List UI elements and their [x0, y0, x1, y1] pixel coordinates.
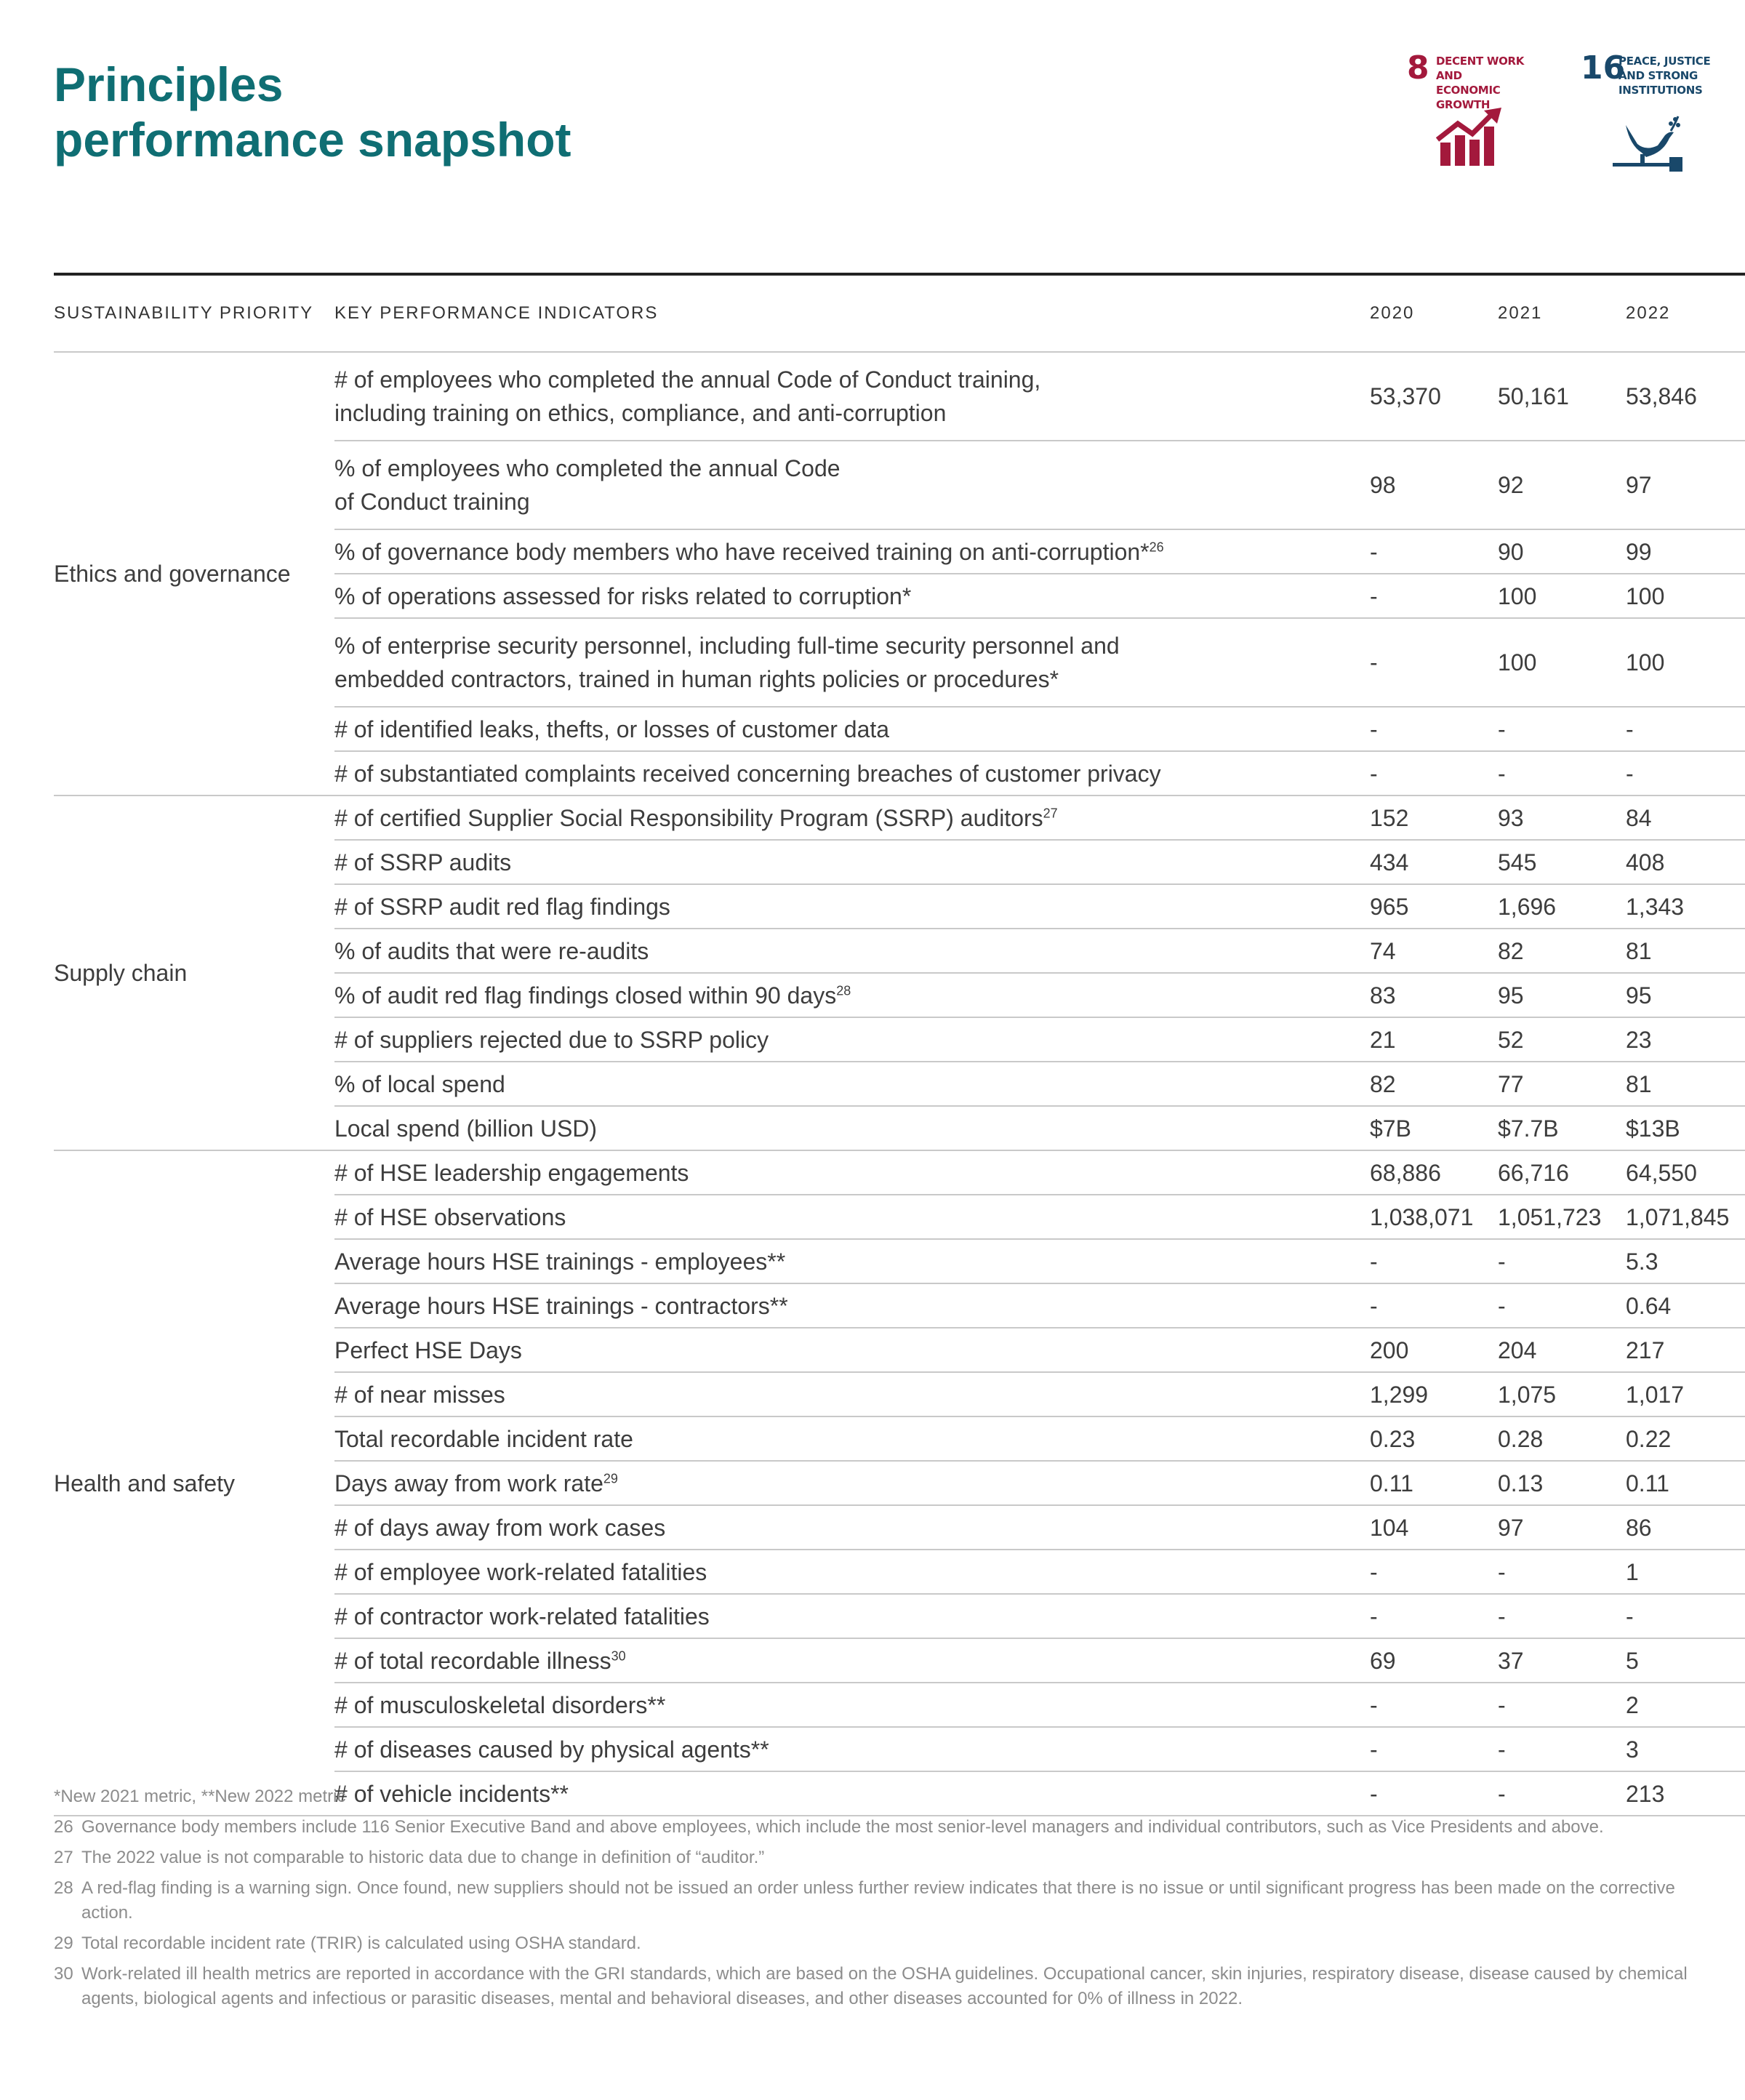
value-2020: 434: [1370, 840, 1498, 884]
value-2021: -: [1498, 1727, 1626, 1771]
value-2022: 0.22: [1626, 1416, 1745, 1461]
value-2022: 1,017: [1626, 1372, 1745, 1416]
value-2021: 100: [1498, 618, 1626, 707]
value-2021: 100: [1498, 574, 1626, 618]
value-2021: 37: [1498, 1638, 1626, 1683]
header-2022: 2022: [1626, 274, 1745, 352]
value-2021: 95: [1498, 973, 1626, 1017]
value-2022: 5: [1626, 1638, 1745, 1683]
kpi-cell: [334, 1638, 1370, 1683]
kpi-cell: [334, 1062, 1370, 1106]
footnote-item: [54, 1962, 1704, 2011]
footnote-ref: 27: [1043, 805, 1058, 820]
value-2022: 64,550: [1626, 1150, 1745, 1195]
value-2022: 1,343: [1626, 884, 1745, 929]
value-2022: 0.11: [1626, 1461, 1745, 1505]
value-2021: -: [1498, 1683, 1626, 1727]
value-2020: 0.23: [1370, 1416, 1498, 1461]
value-2020: 104: [1370, 1505, 1498, 1550]
kpi-text: Perfect HSE Days: [334, 1336, 522, 1363]
value-2022: 2: [1626, 1683, 1745, 1727]
kpi-cell: [334, 1195, 1370, 1239]
value-2021: -: [1498, 1550, 1626, 1594]
value-2022: 81: [1626, 1062, 1745, 1106]
footnote-item: [54, 1931, 1704, 1956]
value-2021: 204: [1498, 1328, 1626, 1372]
value-2020: -: [1370, 618, 1498, 707]
value-2021: $7.7B: [1498, 1106, 1626, 1150]
sdg-goal-8: [1407, 51, 1545, 178]
sdg-label: [1436, 54, 1545, 112]
kpi-cell: [334, 1416, 1370, 1461]
value-2022: 100: [1626, 574, 1745, 618]
sdg-label: [1618, 54, 1728, 97]
sdg-number: 8: [1407, 49, 1429, 87]
kpi-text: # of SSRP audit red flag findings: [334, 893, 670, 920]
kpi-cell: [334, 441, 1370, 529]
value-2020: 1,038,071: [1370, 1195, 1498, 1239]
value-2020: -: [1370, 1727, 1498, 1771]
dove-gavel-icon: [1613, 109, 1685, 175]
footnote-number: 30: [54, 1964, 73, 1984]
sustainability-priority: Health and safety: [54, 1150, 334, 1816]
value-2020: 53,370: [1370, 352, 1498, 441]
value-2021: -: [1498, 707, 1626, 751]
value-2022: 213: [1626, 1771, 1745, 1816]
value-2020: 1,299: [1370, 1372, 1498, 1416]
value-2020: -: [1370, 529, 1498, 574]
value-2020: -: [1370, 1683, 1498, 1727]
value-2022: 95: [1626, 973, 1745, 1017]
growth-chart-icon: [1436, 108, 1503, 166]
value-2021: 82: [1498, 929, 1626, 973]
value-2022: -: [1626, 707, 1745, 751]
value-2020: 74: [1370, 929, 1498, 973]
header-2021: 2021: [1498, 274, 1626, 352]
value-2020: -: [1370, 1771, 1498, 1816]
value-2022: 84: [1626, 795, 1745, 840]
value-2020: 68,886: [1370, 1150, 1498, 1195]
page-title-line-2: performance snapshot: [54, 113, 571, 167]
kpi-cell: [334, 1239, 1370, 1283]
value-2022: 217: [1626, 1328, 1745, 1372]
footnote-text: A red-flag finding is a warning sign. Once found, new suppliers should not be issued an order unless further review indicates that there is no issue or until significant progress has been made on the corrective action.: [81, 1878, 1675, 1923]
value-2022: 97: [1626, 441, 1745, 529]
kpi-cell: [334, 618, 1370, 707]
header-kpi: KEY PERFORMANCE INDICATORS: [334, 274, 1370, 352]
kpi-cell: [334, 1683, 1370, 1727]
kpi-text: % of audits that were re-audits: [334, 937, 649, 964]
footnote-text: Total recordable incident rate (TRIR) is calculated using OSHA standard.: [81, 1933, 641, 1953]
value-2021: 1,075: [1498, 1372, 1626, 1416]
kpi-cell: [334, 1106, 1370, 1150]
kpi-text: # of contractor work-related fatalities: [334, 1603, 710, 1630]
value-2020: 98: [1370, 441, 1498, 529]
footnote-number: 29: [54, 1933, 73, 1953]
header-2020: 2020: [1370, 274, 1498, 352]
kpi-text: % of governance body members who have received training on anti-corruption*: [334, 538, 1150, 565]
value-2021: 0.28: [1498, 1416, 1626, 1461]
kpi-cell: [334, 574, 1370, 618]
value-2021: 50,161: [1498, 352, 1626, 441]
kpi-text: # of days away from work cases: [334, 1514, 666, 1541]
kpi-text: Local spend (billion USD): [334, 1115, 598, 1142]
kpi-text: # of HSE observations: [334, 1203, 566, 1230]
kpi-cell: [334, 929, 1370, 973]
kpi-text: % of employees who completed the annual Code: [334, 455, 841, 481]
value-2022: -: [1626, 751, 1745, 795]
value-2022: 408: [1626, 840, 1745, 884]
kpi-text: Average hours HSE trainings - employees**: [334, 1248, 786, 1275]
sdg-goal-16: [1581, 51, 1719, 178]
kpi-cell: [334, 751, 1370, 795]
kpi-text: # of SSRP audits: [334, 849, 512, 875]
sdg-number: 16: [1581, 49, 1626, 87]
value-2022: 53,846: [1626, 352, 1745, 441]
value-2020: -: [1370, 1283, 1498, 1328]
sdg-label-line: DECENT WORK AND: [1436, 55, 1525, 82]
kpi-text: % of local spend: [334, 1070, 505, 1097]
kpi-text: % of audit red flag findings closed within 90 days: [334, 982, 837, 1009]
kpi-cell: [334, 1372, 1370, 1416]
kpi-text-line-2: embedded contractors, trained in human rights policies or procedures*: [334, 666, 1059, 692]
sustainability-priority: Supply chain: [54, 795, 334, 1150]
value-2020: 152: [1370, 795, 1498, 840]
value-2020: 69: [1370, 1638, 1498, 1683]
value-2022: 81: [1626, 929, 1745, 973]
kpi-text: # of substantiated complaints received concerning breaches of customer privacy: [334, 760, 1161, 787]
kpi-text: Average hours HSE trainings - contractors**: [334, 1292, 788, 1319]
kpi-cell: [334, 795, 1370, 840]
value-2022: 99: [1626, 529, 1745, 574]
value-2021: 1,696: [1498, 884, 1626, 929]
value-2021: 93: [1498, 795, 1626, 840]
value-2021: 92: [1498, 441, 1626, 529]
kpi-cell: [334, 1328, 1370, 1372]
kpi-text: % of operations assessed for risks related to corruption*: [334, 582, 912, 609]
kpi-cell: [334, 1150, 1370, 1195]
kpi-cell: [334, 352, 1370, 441]
footnote-ref: 29: [603, 1470, 618, 1486]
value-2021: 1,051,723: [1498, 1195, 1626, 1239]
value-2020: 82: [1370, 1062, 1498, 1106]
value-2021: 52: [1498, 1017, 1626, 1062]
footnotes: [54, 1784, 1704, 2017]
value-2022: 86: [1626, 1505, 1745, 1550]
footnote-text: Governance body members include 116 Senior Executive Band and above employees, which include the most senior-level managers and individual contributors, such as Vice Presidents and above.: [81, 1817, 1604, 1837]
footnote-number: 28: [54, 1878, 73, 1898]
page-title: [54, 57, 571, 167]
footnote-item: [54, 1876, 1704, 1925]
value-2022: 100: [1626, 618, 1745, 707]
value-2020: -: [1370, 751, 1498, 795]
footnote-item: [54, 1845, 1704, 1870]
kpi-text: Days away from work rate: [334, 1470, 603, 1496]
value-2022: 5.3: [1626, 1239, 1745, 1283]
value-2020: -: [1370, 574, 1498, 618]
value-2021: 545: [1498, 840, 1626, 884]
value-2022: $13B: [1626, 1106, 1745, 1150]
value-2022: 0.64: [1626, 1283, 1745, 1328]
value-2020: $7B: [1370, 1106, 1498, 1150]
kpi-cell: [334, 1283, 1370, 1328]
kpi-text: # of total recordable illness: [334, 1647, 611, 1674]
kpi-text: # of identified leaks, thefts, or losses of customer data: [334, 716, 890, 742]
kpi-text: # of employees who completed the annual Code of Conduct training,: [334, 366, 1041, 393]
footnote-number: 27: [54, 1848, 73, 1867]
footnote-ref: 30: [611, 1648, 626, 1663]
table-row: [54, 352, 1745, 441]
value-2021: -: [1498, 1594, 1626, 1638]
kpi-cell: [334, 840, 1370, 884]
table-row: [54, 1150, 1745, 1195]
kpi-text: % of enterprise security personnel, including full-time security personnel and: [334, 633, 1120, 659]
sdg-label-line: INSTITUTIONS: [1618, 84, 1703, 97]
sdg-label-line: PEACE, JUSTICE: [1618, 55, 1711, 68]
value-2021: 90: [1498, 529, 1626, 574]
kpi-cell: [334, 529, 1370, 574]
value-2020: 965: [1370, 884, 1498, 929]
value-2021: 77: [1498, 1062, 1626, 1106]
kpi-text: # of HSE leadership engagements: [334, 1159, 689, 1186]
kpi-cell: [334, 1461, 1370, 1505]
kpi-text-line-2: including training on ethics, compliance, and anti-corruption: [334, 400, 947, 426]
kpi-text: # of employee work-related fatalities: [334, 1558, 707, 1585]
footnote-item: [54, 1815, 1704, 1840]
table-row: [54, 795, 1745, 840]
value-2022: -: [1626, 1594, 1745, 1638]
kpi-text: # of vehicle incidents**: [334, 1780, 569, 1807]
value-2021: 0.13: [1498, 1461, 1626, 1505]
value-2020: -: [1370, 1594, 1498, 1638]
kpi-cell: [334, 1550, 1370, 1594]
value-2021: -: [1498, 1771, 1626, 1816]
kpi-text: # of musculoskeletal disorders**: [334, 1691, 666, 1718]
value-2020: 83: [1370, 973, 1498, 1017]
kpi-text: # of certified Supplier Social Responsibility Program (SSRP) auditors: [334, 804, 1043, 831]
sustainability-priority: Ethics and governance: [54, 352, 334, 795]
kpi-cell: [334, 1727, 1370, 1771]
sdg-label-line: AND STRONG: [1618, 69, 1698, 82]
kpi-cell: [334, 1505, 1370, 1550]
value-2020: -: [1370, 1239, 1498, 1283]
kpi-cell: [334, 1017, 1370, 1062]
value-2020: 200: [1370, 1328, 1498, 1372]
kpi-text: Total recordable incident rate: [334, 1425, 633, 1452]
value-2022: 1: [1626, 1550, 1745, 1594]
footnote-ref: 26: [1149, 539, 1164, 554]
value-2020: 21: [1370, 1017, 1498, 1062]
value-2021: -: [1498, 751, 1626, 795]
kpi-cell: [334, 973, 1370, 1017]
kpi-text: # of near misses: [334, 1381, 505, 1408]
kpi-table: [54, 273, 1745, 1816]
value-2021: -: [1498, 1283, 1626, 1328]
kpi-text: # of suppliers rejected due to SSRP policy: [334, 1026, 769, 1053]
value-2021: -: [1498, 1239, 1626, 1283]
value-2022: 3: [1626, 1727, 1745, 1771]
page-title-line-1: Principles: [54, 57, 284, 111]
value-2022: 23: [1626, 1017, 1745, 1062]
kpi-text-line-2: of Conduct training: [334, 489, 530, 515]
value-2020: 0.11: [1370, 1461, 1498, 1505]
header-priority: SUSTAINABILITY PRIORITY: [54, 274, 334, 352]
footnote-ref: 28: [836, 982, 851, 998]
kpi-cell: [334, 707, 1370, 751]
kpi-cell: [334, 1594, 1370, 1638]
value-2021: 97: [1498, 1505, 1626, 1550]
footnote-text: Work-related ill health metrics are reported in accordance with the GRI standards, which are based on the OSHA guidelines. Occupational cancer, skin injuries, respiratory disease, disease caused by chemical agents, biological agents and infectious or parasitic diseases, mental and behavioral diseases, and other diseases accounted for 0% of illness in 2022.: [81, 1964, 1688, 2008]
value-2021: 66,716: [1498, 1150, 1626, 1195]
kpi-table-body: [54, 352, 1745, 1816]
kpi-cell: [334, 884, 1370, 929]
sdg-label-line: ECONOMIC GROWTH: [1436, 84, 1501, 111]
footnote-legend: *New 2021 metric, **New 2022 metric: [54, 1787, 346, 1806]
value-2020: -: [1370, 707, 1498, 751]
footnote-number: 26: [54, 1817, 73, 1837]
footnote-list: [54, 1815, 1704, 2011]
table-header-row: [54, 274, 1745, 352]
footnote-text: The 2022 value is not comparable to historic data due to change in definition of “auditor.”: [81, 1848, 765, 1867]
kpi-text: # of diseases caused by physical agents**: [334, 1736, 769, 1763]
value-2022: 1,071,845: [1626, 1195, 1745, 1239]
value-2020: -: [1370, 1550, 1498, 1594]
